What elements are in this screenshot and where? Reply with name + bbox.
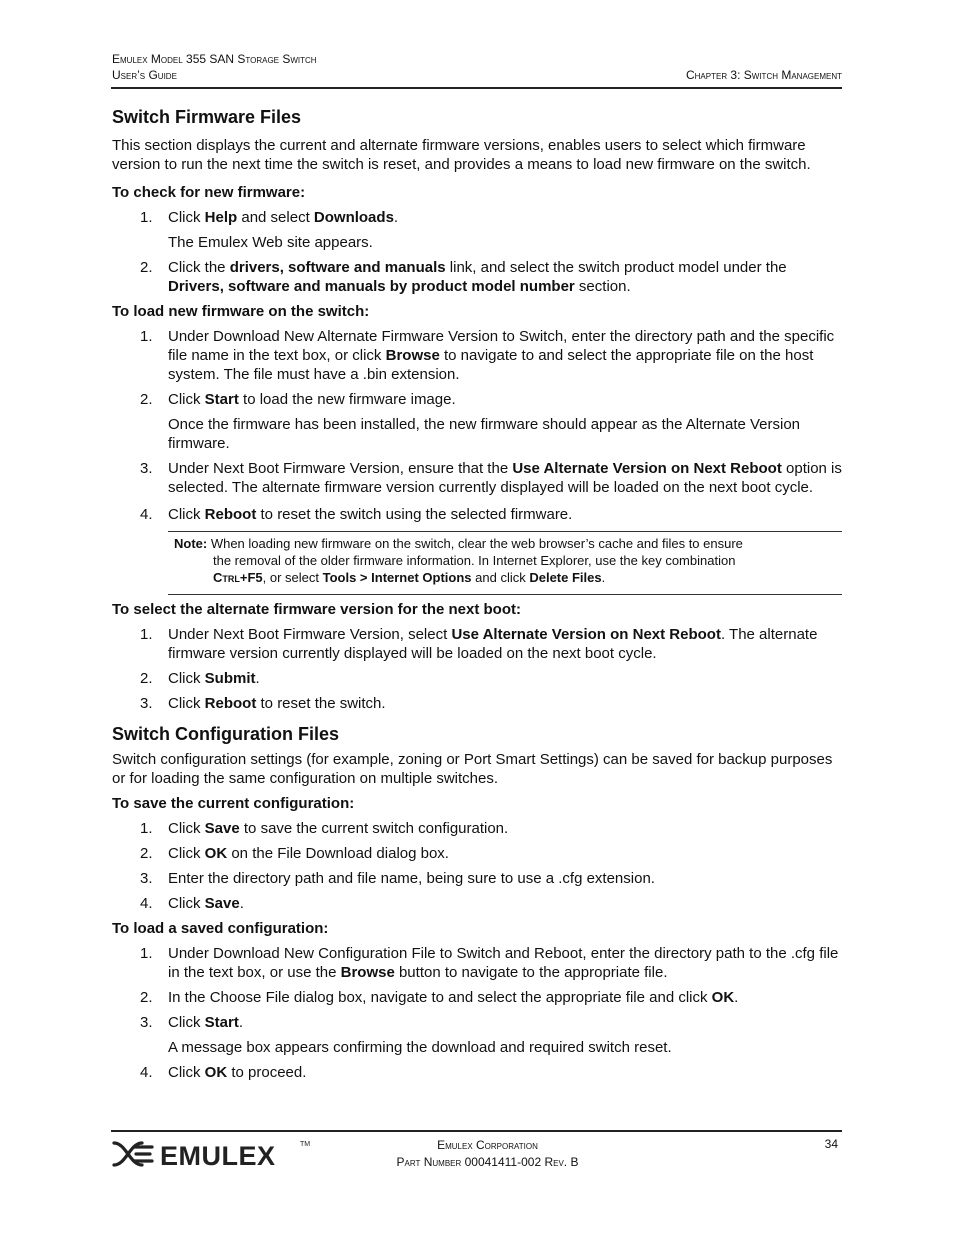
section-title-configuration: Switch Configuration Files (112, 724, 340, 744)
header-chapter: Chapter 3: Switch Management (685, 68, 842, 82)
list-item: 1. Under Download New Configuration File to Switch and Reboot, enter the directory path to the .cfg file in the text box, or use the Browse button to navigate to the appropriate file. (140, 945, 839, 981)
step-result: Once the firmware has been installed, the new firmware should appear as the Alternate Version firmware. (168, 416, 801, 452)
list-item: 4. Click OK to proceed. (140, 1064, 307, 1081)
page-content (112, 106, 842, 1082)
list-item: 1. Under Download New Alternate Firmware Version to Switch, enter the directory path and the specific file name in the text box, or click Browse to navigate to and select the appropriate file on the host system. The file must have a .bin extension. (140, 328, 835, 383)
page-footer (300, 1137, 675, 1171)
emulex-logo-icon (112, 1137, 312, 1171)
trademark-mark: TM (300, 1141, 311, 1148)
list-item: 2. In the Choose File dialog box, navigate to and select the appropriate file and click OK. (140, 989, 739, 1006)
note-label: Note: (174, 536, 208, 551)
procedure-heading: To check for new firmware: (112, 184, 306, 201)
logo-wordmark: EMULEX (160, 1141, 276, 1171)
list-item: 2. Click Start to load the new firmware image. (140, 391, 456, 408)
firmware-intro: This section displays the current and alternate firmware versions, enables users to select which firmware version to run the next time the switch is reset, and provides a means to load new firmware on the switch. (112, 137, 811, 173)
header-guide: User’s Guide (112, 68, 177, 82)
list-item: 3. Under Next Boot Firmware Version, ensure that the Use Alternate Version on Next Reboot option is selected. The alternate firmware version currently displayed will be loaded on the next boot cycle. (140, 460, 842, 496)
list-item: 3. Click Start. (140, 1014, 244, 1031)
configuration-intro: Switch configuration settings (for example, zoning or Port Smart Settings) can be saved for backup purposes or for loading the same configuration on multiple switches. (112, 751, 833, 787)
list-item: 1. Click Save to save the current switch configuration. (140, 820, 509, 837)
footer-part-number: Part Number 00041411-002 Rev. B (396, 1155, 579, 1169)
list-item: 2. Click OK on the File Download dialog box. (140, 845, 449, 862)
emulex-logo (112, 1137, 312, 1176)
list-item: 3. Click Reboot to reset the switch. (140, 695, 386, 712)
procedure-heading: To save the current configuration: (112, 795, 355, 812)
list-item: 2. Click the drivers, software and manuals link, and select the switch product model under the Drivers, software and manuals by product model number section. (140, 259, 787, 295)
list-item: 2. Click Submit. (140, 670, 260, 687)
steps-list (112, 944, 842, 1082)
procedure-heading: To select the alternate firmware version for the next boot: (112, 601, 521, 618)
steps-list (112, 327, 842, 524)
steps-list (112, 208, 842, 296)
steps-list (112, 819, 842, 913)
note-box: Note: When loading new firmware on the switch, clear the web browser’s cache and files to ensure the removal of the older firmware information. In Internet Explorer, use the key combination Ctrl+F5, or select Tools > Internet Options and click Delete Files. (168, 531, 842, 595)
page-number: 34 (824, 1137, 838, 1151)
list-item: 1. Under Next Boot Firmware Version, select Use Alternate Version on Next Reboot. The alternate firmware version currently displayed will be loaded on the next boot cycle. (140, 626, 818, 662)
step-result: A message box appears confirming the download and required switch reset. (168, 1039, 672, 1056)
list-item: 4. Click Save. (140, 895, 244, 912)
page-header (112, 51, 842, 83)
footer-rule (111, 1130, 842, 1132)
section-title-firmware: Switch Firmware Files (112, 107, 302, 127)
header-rule (111, 87, 842, 89)
footer-company: Emulex Corporation (437, 1138, 538, 1152)
list-item: 3. Enter the directory path and file name, being sure to use a .cfg extension. (140, 870, 655, 887)
procedure-heading: To load a saved configuration: (112, 920, 329, 937)
step-result: The Emulex Web site appears. (168, 234, 373, 251)
steps-list (112, 625, 842, 713)
procedure-heading: To load new firmware on the switch: (112, 303, 370, 320)
list-item: 4. Click Reboot to reset the switch using the selected firmware. (140, 506, 573, 523)
header-product: Emulex Model 355 SAN Storage Switch (112, 52, 317, 66)
list-item: 1. Click Help and select Downloads. (140, 209, 399, 226)
